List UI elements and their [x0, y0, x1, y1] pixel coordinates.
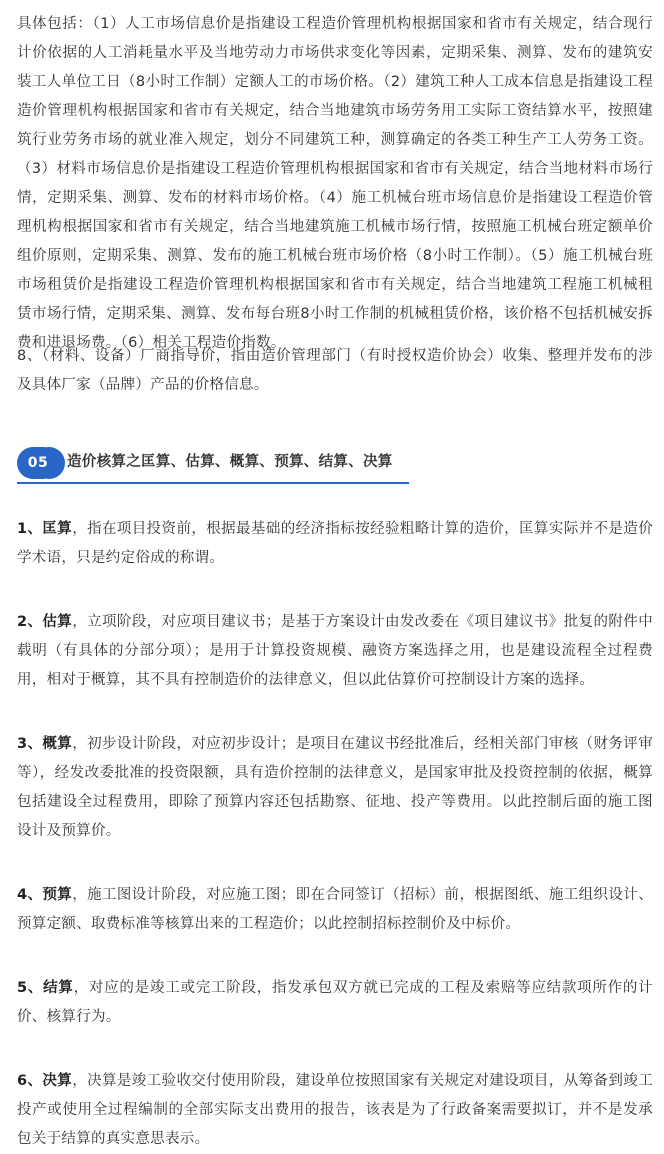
item-8-paragraph: 8、（材料、设备）厂商指导价，指由造价管理部门（有时授权造价协会）收集、整理并发布的涉及具体厂家（品牌）产品的价格信息。 — [17, 348, 653, 393]
section-header — [17, 444, 409, 484]
item-number: 2、 — [17, 614, 43, 630]
section-item-jiesuan — [17, 974, 653, 1032]
item-number: 5、 — [17, 980, 44, 996]
item-term: 估算 — [42, 614, 73, 630]
intro-paragraph: 具体包括：（1）人工市场信息价是指建设工程造价管理机构根据国家和省市有关规定，结合现行计价依据的人工消耗量水平及当地劳动力市场供求变化等因素，定期采集、测算、发布的建筑安装工人单位工日（8小时工作制）定额人工的市场价格。（2）建筑工种人工成本信息是指建设工程造价管理机构根据国家和省市有关规定，结合当地建筑市场劳务用工实际工资结算水平，按照建筑行业劳务市场的就业准入规定，划分不同建筑工种，测算确定的各类工种生产工人劳务工资。（3）材料市场信息价是指建设工程造价管理机构根据国家和省市有关规定，结合当地材料市场行情，定期采集、测算、发布的材料市场价格。（4）施工机械台班市场信息价是指建设工程造价管理机构根据国家和省市有关规定，结合当地建筑施工机械市场行情，按照施工机械台班定额单价组价原则，定期采集、测算、发布的施工机械台班市场价格（8小时工作制）。（5）施工机械台班市场租赁价是指建设工程造价管理机构根据国家和省市有关规定，结合当地建筑工程施工机械租赁市场行情，定期采集、测算、发布每台班8小时工作制的机械租赁价格，该价格不包括机械安拆费和进退场费。（6）相关工程造价指数。 — [17, 16, 653, 351]
section-underline — [17, 482, 409, 484]
item-number: 4、 — [17, 887, 43, 903]
item-text: ，指在项目投资前，根据最基础的经济指标按经验粗略计算的造价，匡算实际并不是造价学术语，只是约定俗成的称谓。 — [17, 521, 653, 566]
item-term: 概算 — [42, 736, 73, 752]
item-number: 6、 — [17, 1073, 43, 1089]
item-text: ，决算是竣工验收交付使用阶段，建设单位按照国家有关规定对建设项目，从筹备到竣工投产或使用全过程编制的全部实际支出费用的报告，该表是为了行政备案需要拟订，并不是发承包关于结算的真实意思表示。 — [17, 1073, 653, 1147]
item-number: 3、 — [17, 736, 43, 752]
item-number: 1、 — [17, 521, 43, 537]
item-text: ，对应的是竣工或完工阶段，指发承包双方就已完成的工程及索赔等应结款项所作的计价、核算行为。 — [17, 980, 653, 1025]
section-item-yusuan — [17, 881, 653, 939]
section-number-badge: 05 — [17, 447, 59, 479]
section-title: 造价核算之匡算、估算、概算、预算、结算、决算 — [67, 454, 393, 470]
section-item-gaisuan — [17, 730, 653, 846]
item-text: ，初步设计阶段，对应初步设计；是项目在建议书经批准后，经相关部门审核（财务评审等），经发改委批准的投资限额，具有造价控制的法律意义，是国家审批及投资控制的依据，概算包括建设全过程费用，即除了预算内容还包括勘察、征地、投产等费用。以此控制后面的施工图设计及预算价。 — [17, 736, 653, 839]
item-term: 决算 — [42, 1073, 73, 1089]
item-term: 预算 — [42, 887, 73, 903]
item-term: 匡算 — [42, 521, 73, 537]
item-text: ，立项阶段，对应项目建议书；是基于方案设计由发改委在《项目建议书》批复的附件中载明（有具体的分部分项）；是用于计算投资规模、融资方案选择之用，也是建设流程全过程费用，相对于概算，其不具有控制造价的法律意义，但以此估算价可控制设计方案的选择。 — [17, 614, 653, 688]
section-item-gusuan — [17, 608, 653, 695]
article-body — [17, 10, 653, 1154]
item-text: ，施工图设计阶段，对应施工图；即在合同签订（招标）前，根据图纸、施工组织设计、预算定额、取费标准等核算出来的工程造价；以此控制招标控制价及中标价。 — [17, 887, 653, 932]
section-item-juesuan — [17, 1067, 653, 1154]
section-item-kuangsuan — [17, 515, 653, 573]
item-term: 结算 — [43, 980, 74, 996]
